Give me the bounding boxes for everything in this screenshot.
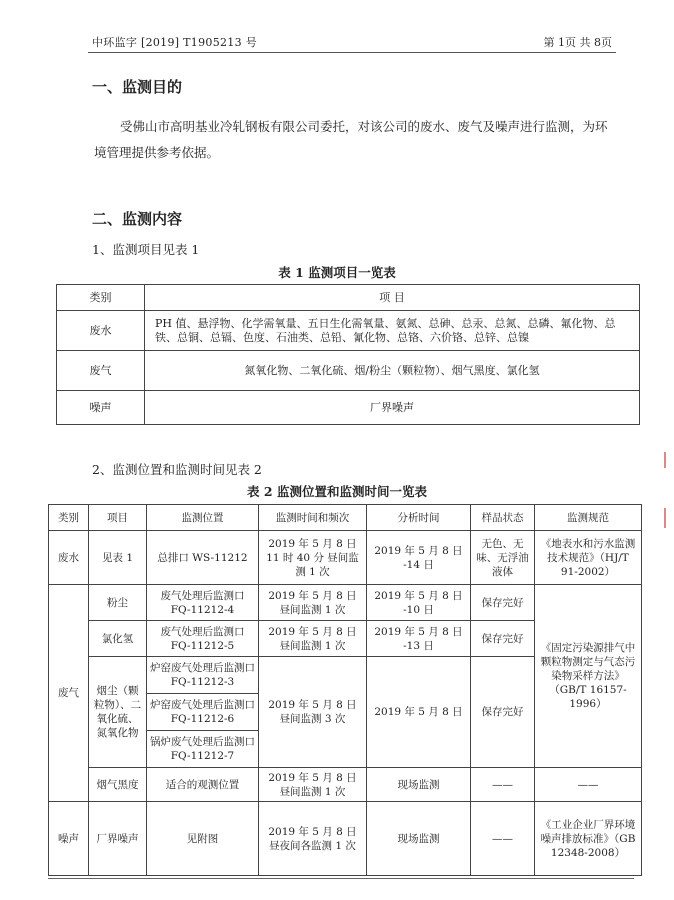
analysis-cell: 2019 年 5 月 8 日 -13 日 — [367, 621, 471, 657]
state-cell: 保存完好 — [471, 585, 535, 621]
standard-cell: —— — [535, 768, 642, 802]
section2-title: 二、监测内容 — [92, 210, 183, 228]
table1-row-category: 废水 — [57, 311, 145, 351]
table1-caption: 表 1 监测项目一览表 — [278, 265, 396, 280]
section1-paragraph: 受佛山市高明基业冷轧钢板有限公司委托，对该公司的废水、废气及噪声进行监测，为环境管理提供参考依据。 — [94, 119, 608, 160]
table2-header: 项目 — [89, 505, 147, 531]
location-cell: 废气处理后监测口 FQ-11212-4 — [147, 585, 259, 621]
time-cell: 2019 年 5 月 8 日 昼夜间各监测 1 次 — [259, 802, 367, 876]
location-cell: 炉窑废气处理后监测口 FQ-11212-6 — [147, 694, 259, 731]
table2-header: 类别 — [49, 505, 89, 531]
monitoring-schedule-table — [48, 504, 642, 876]
state-cell: 无色、无味、无浮油液体 — [471, 531, 535, 585]
table1-row-items: PH 值、悬浮物、化学需氧量、五日生化需氧量、氨氮、总砷、总汞、总氮、总磷、氟化物、总铁、总铜、总镉、色度、石油类、总铅、氰化物、总铬、六价铬、总锌、总镍 — [145, 311, 640, 351]
item-cell: 见表 1 — [89, 531, 147, 585]
item-cell: 厂界噪声 — [89, 802, 147, 876]
table2-header: 监测规范 — [535, 505, 642, 531]
item-cell: 粉尘 — [89, 585, 147, 621]
location-cell: 见附图 — [147, 802, 259, 876]
item-cell: 烟气黑度 — [89, 768, 147, 802]
table1-row-items: 氮氧化物、二氧化硫、烟/粉尘（颗粒物）、烟气黑度、氯化氢 — [145, 351, 640, 391]
category-cell: 噪声 — [49, 802, 89, 876]
category-cell: 废水 — [49, 531, 89, 585]
section2-item2: 2、监测位置和监测时间见表 2 — [92, 462, 262, 477]
header-rule — [88, 52, 616, 53]
location-cell: 总排口 WS-11212 — [147, 531, 259, 585]
analysis-cell: 2019 年 5 月 8 日 — [367, 657, 471, 768]
item-cell: 烟尘（颗粒物）、二氧化硫、氮氧化物 — [89, 657, 147, 768]
state-cell: —— — [471, 768, 535, 802]
item-cell: 氯化氢 — [89, 621, 147, 657]
location-cell: 适合的观测位置 — [147, 768, 259, 802]
state-cell: 保存完好 — [471, 657, 535, 768]
location-cell: 锅炉废气处理后监测口 FQ-11212-7 — [147, 731, 259, 768]
time-cell: 2019 年 5 月 8 日 昼间监测 1 次 — [259, 585, 367, 621]
time-cell: 2019 年 5 月 8 日 昼间监测 1 次 — [259, 621, 367, 657]
time-cell: 2019 年 5 月 8 日 昼间监测 1 次 — [259, 768, 367, 802]
section1-title: 一、监测目的 — [92, 78, 183, 96]
analysis-cell: 2019 年 5 月 8 日 -10 日 — [367, 585, 471, 621]
table2-header: 分析时间 — [367, 505, 471, 531]
state-cell: 保存完好 — [471, 621, 535, 657]
standard-cell: 《工业企业厂界环境噪声排放标准》（GB 12348-2008） — [535, 802, 642, 876]
table2-header: 监测位置 — [147, 505, 259, 531]
analysis-cell: 2019 年 5 月 8 日 -14 日 — [367, 531, 471, 585]
section2-item1: 1、监测项目见表 1 — [92, 242, 200, 257]
state-cell: —— — [471, 802, 535, 876]
category-cell: 废气 — [49, 585, 89, 802]
standard-cell: 《地表水和污水监测技术规范》（HJ/T 91-2002） — [535, 531, 642, 585]
bottom-rule — [48, 878, 634, 879]
table1-row-items: 厂界噪声 — [145, 391, 640, 425]
table1-header-category: 类别 — [57, 285, 145, 311]
report-number: 中环监字 [2019] T1905213 号 — [92, 36, 257, 49]
standard-cell: 《固定污染源排气中颗粒物测定与气态污染物采样方法》（GB/T 16157-1996） — [535, 585, 642, 768]
page-number: 第 1页 共 8页 — [543, 36, 612, 49]
location-cell: 废气处理后监测口 FQ-11212-5 — [147, 621, 259, 657]
seal-edge-mark — [664, 508, 666, 528]
time-cell: 2019 年 5 月 8 日 昼间监测 3 次 — [259, 657, 367, 768]
table2-caption: 表 2 监测位置和监测时间一览表 — [247, 484, 427, 499]
table2-header: 监测时间和频次 — [259, 505, 367, 531]
time-cell: 2019 年 5 月 8 日 11 时 40 分 昼间监测 1 次 — [259, 531, 367, 585]
monitoring-items-table — [56, 284, 640, 425]
table1-row-category: 噪声 — [57, 391, 145, 425]
location-cell: 炉窑废气处理后监测口 FQ-11212-3 — [147, 657, 259, 694]
analysis-cell: 现场监测 — [367, 802, 471, 876]
table1-header-items: 项 目 — [145, 285, 640, 311]
analysis-cell: 现场监测 — [367, 768, 471, 802]
table2-header: 样品状态 — [471, 505, 535, 531]
table1-row-category: 废气 — [57, 351, 145, 391]
seal-edge-mark — [664, 452, 666, 468]
